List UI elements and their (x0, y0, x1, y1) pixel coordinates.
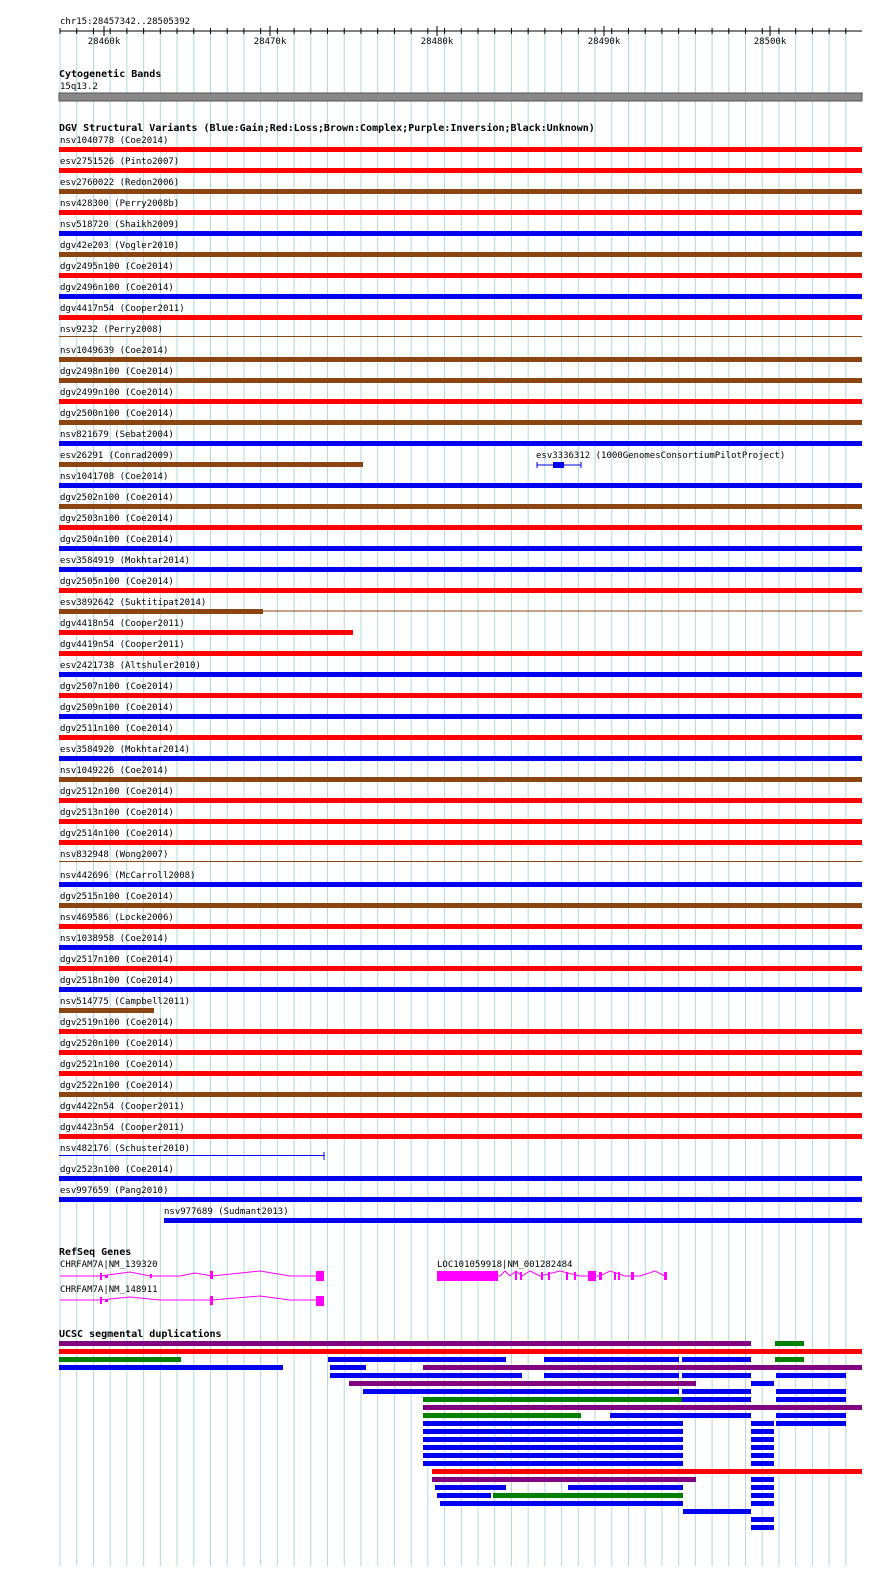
dgv-variant-bar[interactable] (59, 798, 862, 803)
segdup-bar[interactable] (423, 1437, 683, 1442)
dgv-variant-label[interactable]: dgv2519n100 (Coe2014) (60, 1018, 174, 1028)
dgv-variant-label[interactable]: esv26291 (Conrad2009) (60, 451, 174, 461)
dgv-variant-bar[interactable] (59, 525, 862, 530)
dgv-variant-bar[interactable] (59, 609, 263, 614)
dgv-variant-label[interactable]: nsv9232 (Perry2008) (60, 325, 163, 335)
segdup-bar[interactable] (751, 1493, 774, 1498)
segdup-bar[interactable] (751, 1517, 774, 1522)
refseq-exon[interactable] (100, 1273, 102, 1280)
dgv-variant-bar[interactable] (59, 966, 862, 971)
dgv-variant-label[interactable]: nsv1041708 (Coe2014) (60, 472, 169, 482)
segdup-bar[interactable] (423, 1397, 683, 1402)
dgv-variant-label[interactable]: esv2751526 (Pinto2007) (60, 157, 180, 167)
refseq-exon[interactable] (541, 1272, 543, 1280)
dgv-variant-bar[interactable] (59, 819, 862, 824)
segdup-track (59, 1328, 862, 1530)
segdup-bar[interactable] (751, 1485, 774, 1490)
dgv-variant-bar[interactable] (59, 945, 862, 950)
segdup-bar[interactable] (440, 1501, 683, 1506)
refseq-exon[interactable] (100, 1297, 102, 1304)
refseq-exon[interactable] (599, 1272, 602, 1280)
segdup-bar[interactable] (682, 1357, 751, 1362)
dgv-variant-label[interactable]: dgv4419n54 (Cooper2011) (60, 640, 185, 650)
dgv-variant-bar[interactable] (59, 1113, 862, 1118)
dgv-variant-label[interactable]: nsv1038958 (Coe2014) (60, 934, 169, 944)
refseq-gene-label[interactable]: CHRFAM7A|NM_139320 (60, 1260, 158, 1270)
dgv-variant-label[interactable]: esv3584920 (Mokhtar2014) (60, 745, 191, 755)
segdup-bar[interactable] (751, 1461, 774, 1466)
refseq-intron (60, 1296, 322, 1300)
refseq-exon[interactable] (210, 1296, 213, 1305)
dgv-variant-label[interactable]: dgv2514n100 (Coe2014) (60, 829, 174, 839)
segdup-bar[interactable] (682, 1373, 751, 1378)
segdup-bar[interactable] (751, 1501, 774, 1506)
dgv-variant-label[interactable]: dgv2523n100 (Coe2014) (60, 1165, 174, 1175)
dgv-variant-bar[interactable] (59, 189, 862, 194)
dgv-variant-bar[interactable] (59, 546, 862, 551)
dgv-variant-bar[interactable] (59, 210, 862, 215)
segdup-bar[interactable] (544, 1357, 679, 1362)
dgv-variant-bar[interactable] (59, 420, 862, 425)
refseq-exon[interactable] (515, 1272, 517, 1280)
dgv-variant-bar[interactable] (59, 672, 862, 677)
segdup-bar[interactable] (432, 1477, 696, 1482)
dgv-variant-bar[interactable] (59, 987, 862, 992)
dgv-variant-label[interactable]: dgv2521n100 (Coe2014) (60, 1060, 174, 1070)
dgv-variant-label[interactable]: nsv1049226 (Coe2014) (60, 766, 169, 776)
dgv-variant-bar[interactable] (59, 168, 862, 173)
dgv-variant-label[interactable]: dgv2507n100 (Coe2014) (60, 682, 174, 692)
dgv-variant-label[interactable]: dgv2495n100 (Coe2014) (60, 262, 174, 272)
dgv-variant-label[interactable]: dgv4423n54 (Cooper2011) (60, 1123, 185, 1133)
dgv-variant-label[interactable]: dgv2515n100 (Coe2014) (60, 892, 174, 902)
segdup-bar[interactable] (423, 1453, 683, 1458)
dgv-variant-label[interactable]: nsv442696 (McCarroll2008) (60, 871, 196, 881)
segdup-bar[interactable] (682, 1389, 751, 1394)
dgv-variant-bar[interactable] (59, 1071, 862, 1076)
dgv-variant-bar[interactable] (59, 504, 862, 509)
segdup-bar[interactable] (610, 1413, 751, 1418)
dgv-variant-bar[interactable] (59, 252, 862, 257)
ruler-tick-label: 28470k (253, 37, 287, 47)
dgv-variant-bar[interactable] (59, 336, 862, 337)
refseq-exon[interactable] (105, 1275, 108, 1278)
segdup-bar[interactable] (776, 1397, 846, 1402)
segdup-bar[interactable] (59, 1349, 862, 1354)
dgv-variant-label[interactable]: dgv42e203 (Vogler2010) (60, 241, 180, 251)
dgv-variant-bar[interactable] (59, 294, 862, 299)
segdup-bar[interactable] (423, 1405, 862, 1410)
dgv-variant-bar[interactable] (59, 462, 363, 467)
dgv-track-title: DGV Structural Variants (Blue:Gain;Red:Loss;Brown:Complex;Purple:Inversion;Black:Unknown) (59, 123, 595, 134)
dgv-variant-bar[interactable] (164, 1218, 862, 1223)
segdup-bar[interactable] (328, 1357, 506, 1362)
dgv-variant-bar[interactable] (59, 1155, 324, 1156)
dgv-variant-bar[interactable] (59, 651, 862, 656)
dgv-variant-bar[interactable] (59, 1029, 862, 1034)
segdup-bar[interactable] (330, 1365, 366, 1370)
segdup-bar[interactable] (776, 1421, 846, 1426)
dgv-variant-label[interactable]: dgv2500n100 (Coe2014) (60, 409, 174, 419)
refseq-exon[interactable] (316, 1271, 324, 1281)
dgv-variant-label[interactable]: dgv2496n100 (Coe2014) (60, 283, 174, 293)
refseq-exon[interactable] (548, 1272, 550, 1280)
dgv-variant-bar[interactable] (59, 1134, 862, 1139)
dgv-variant-bar[interactable] (59, 273, 862, 278)
dgv-variant-bar[interactable] (59, 903, 862, 908)
refseq-exon[interactable] (631, 1272, 634, 1280)
segdup-bar[interactable] (751, 1429, 774, 1434)
segdup-bar[interactable] (775, 1357, 804, 1362)
dgv-variant-label[interactable]: esv3584919 (Mokhtar2014) (60, 556, 191, 566)
refseq-exon[interactable] (150, 1274, 152, 1278)
refseq-track (59, 1247, 667, 1306)
refseq-exon[interactable] (316, 1296, 324, 1306)
ruler-tick-label: 28500k (753, 37, 787, 47)
dgv-variant-bar[interactable] (59, 630, 353, 635)
dgv-variant-label[interactable]: dgv2517n100 (Coe2014) (60, 955, 174, 965)
dgv-variant-bar[interactable] (59, 1197, 862, 1202)
dgv-variant-label[interactable]: dgv4417n54 (Cooper2011) (60, 304, 185, 314)
dgv-variant-bar[interactable] (59, 399, 862, 404)
dgv-variant-label[interactable]: dgv4418n54 (Cooper2011) (60, 619, 185, 629)
segdup-bar[interactable] (435, 1485, 506, 1490)
segdup-bar[interactable] (751, 1477, 774, 1482)
segdup-bar[interactable] (682, 1397, 751, 1402)
dgv-variant-label[interactable]: nsv469586 (Locke2006) (60, 913, 174, 923)
dgv-variant-bar[interactable] (59, 1176, 862, 1181)
refseq-exon[interactable] (520, 1272, 522, 1280)
dgv-variant-label[interactable]: dgv2513n100 (Coe2014) (60, 808, 174, 818)
dgv-variant-label[interactable]: esv3336312 (1000GenomesConsortiumPilotProject) (536, 451, 786, 461)
ruler-tick-label: 28480k (420, 37, 454, 47)
refseq-exon[interactable] (588, 1271, 596, 1281)
dgv-variant-label[interactable]: dgv2499n100 (Coe2014) (60, 388, 174, 398)
dgv-variant-label[interactable]: esv3892642 (Suktitipat2014) (60, 598, 207, 608)
dgv-variant-bar[interactable] (59, 378, 862, 383)
dgv-variant-label[interactable]: esv997659 (Pang2010) (60, 1186, 169, 1196)
segdup-bar[interactable] (775, 1341, 804, 1346)
dgv-variant-bar[interactable] (59, 231, 862, 236)
dgv-variant-bar[interactable] (59, 1050, 862, 1055)
dgv-variant-bar[interactable] (59, 357, 862, 362)
dgv-variant-label[interactable]: dgv2522n100 (Coe2014) (60, 1081, 174, 1091)
dgv-variant-bar[interactable] (59, 861, 862, 862)
dgv-variant-bar[interactable] (59, 441, 862, 446)
dgv-variant-label[interactable]: dgv2498n100 (Coe2014) (60, 367, 174, 377)
dgv-variant-bar[interactable] (59, 147, 862, 152)
dgv-variant-bar[interactable] (59, 840, 862, 845)
dgv-variant-label[interactable]: nsv1040778 (Coe2014) (60, 136, 169, 146)
refseq-exon[interactable] (566, 1272, 568, 1280)
dgv-variant-label[interactable]: dgv4422n54 (Cooper2011) (60, 1102, 185, 1112)
dgv-variant-label[interactable]: nsv832948 (Wong2007) (60, 850, 169, 860)
segdup-bar[interactable] (751, 1381, 774, 1386)
segdup-bar[interactable] (437, 1493, 491, 1498)
segdup-bar[interactable] (330, 1373, 522, 1378)
segdup-bar[interactable] (59, 1357, 181, 1362)
segdup-bar[interactable] (683, 1509, 751, 1514)
ruler-tick-label: 28490k (587, 37, 621, 47)
refseq-exon[interactable] (210, 1271, 213, 1279)
dgv-variant-label[interactable]: esv2421738 (Altshuler2010) (60, 661, 201, 671)
refseq-exon[interactable] (105, 1299, 108, 1302)
dgv-variant-bar[interactable] (59, 924, 862, 929)
dgv-variant-bar[interactable] (59, 567, 862, 572)
cytoband-bar[interactable] (59, 93, 862, 101)
segdup-bar[interactable] (751, 1525, 774, 1530)
dgv-variant-bar[interactable] (59, 756, 862, 761)
cytoband-label: 15q13.2 (60, 82, 98, 92)
cytoband-track (59, 68, 862, 101)
refseq-exon[interactable] (574, 1272, 576, 1280)
segdup-bar[interactable] (568, 1485, 683, 1490)
segdup-bar[interactable] (423, 1421, 683, 1426)
dgv-variant-label[interactable]: dgv2520n100 (Coe2014) (60, 1039, 174, 1049)
segdup-bar[interactable] (544, 1373, 679, 1378)
dgv-variant-label[interactable]: dgv2505n100 (Coe2014) (60, 577, 174, 587)
dgv-variant-bar[interactable] (59, 1008, 154, 1013)
refseq-exon[interactable] (614, 1272, 616, 1280)
dgv-variant-bar[interactable] (59, 735, 862, 740)
dgv-variant-label[interactable]: dgv2509n100 (Coe2014) (60, 703, 174, 713)
refseq-intron (60, 1271, 322, 1276)
segdup-bar[interactable] (776, 1389, 846, 1394)
dgv-variant-label[interactable]: dgv2503n100 (Coe2014) (60, 514, 174, 524)
segdup-bar[interactable] (751, 1437, 774, 1442)
dgv-variant-label[interactable]: nsv518720 (Shaikh2009) (60, 220, 180, 230)
refseq-exon[interactable] (437, 1271, 498, 1281)
dgv-variant-label[interactable]: nsv514775 (Campbell2011) (60, 997, 191, 1007)
segdup-bar[interactable] (423, 1365, 862, 1370)
refseq-track-title: RefSeq Genes (59, 1247, 132, 1258)
dgv-variant-label[interactable]: dgv2504n100 (Coe2014) (60, 535, 174, 545)
dgv-variant-bar[interactable] (59, 483, 862, 488)
dgv-track (59, 122, 862, 1223)
dgv-variant-label[interactable]: nsv428300 (Perry2008b) (60, 199, 180, 209)
dgv-variant-label[interactable]: nsv482176 (Schuster2010) (60, 1144, 191, 1154)
segdup-bar[interactable] (423, 1445, 683, 1450)
segdup-bar[interactable] (59, 1365, 283, 1370)
dgv-variant-bar[interactable] (59, 777, 862, 782)
dgv-variant-bar[interactable] (59, 588, 862, 593)
refseq-gene-label[interactable]: LOC101059918|NM_001282484 (437, 1260, 573, 1270)
segdup-bar[interactable] (776, 1373, 846, 1378)
cytoband-track-title: Cytogenetic Bands (59, 69, 162, 80)
dgv-variant-label[interactable]: dgv2518n100 (Coe2014) (60, 976, 174, 986)
dgv-variant-label[interactable]: dgv2511n100 (Coe2014) (60, 724, 174, 734)
segdup-bar[interactable] (349, 1381, 696, 1386)
refseq-gene-label[interactable]: CHRFAM7A|NM_148911 (60, 1285, 158, 1295)
segdup-bar[interactable] (59, 1341, 751, 1346)
dgv-variant-label[interactable]: dgv2512n100 (Coe2014) (60, 787, 174, 797)
dgv-variant-label[interactable]: dgv2502n100 (Coe2014) (60, 493, 174, 503)
segdup-bar[interactable] (493, 1493, 683, 1498)
segdup-track-title: UCSC segmental duplications (59, 1329, 222, 1340)
segdup-bar[interactable] (423, 1413, 581, 1418)
dgv-variant-bar[interactable] (59, 1092, 862, 1097)
dgv-variant-bar[interactable] (59, 882, 862, 887)
dgv-variant-label[interactable]: esv2760022 (Redon2006) (60, 178, 180, 188)
segdup-bar[interactable] (751, 1445, 774, 1450)
segdup-bar[interactable] (751, 1453, 774, 1458)
refseq-exon[interactable] (618, 1272, 620, 1280)
dgv-variant-bar[interactable] (59, 315, 862, 320)
dgv-variant-bar[interactable] (59, 693, 862, 698)
segdup-bar[interactable] (423, 1429, 683, 1434)
segdup-bar[interactable] (776, 1413, 846, 1418)
dgv-variant-label[interactable]: nsv821679 (Sebat2004) (60, 430, 174, 440)
dgv-variant-block[interactable] (553, 462, 564, 468)
segdup-bar[interactable] (751, 1421, 774, 1426)
dgv-variant-label[interactable]: nsv977689 (Sudmant2013) (164, 1207, 289, 1217)
refseq-exon[interactable] (664, 1272, 667, 1280)
ruler-tick-label: 28460k (87, 37, 121, 47)
ruler-coordinates: chr15:28457342..28505392 (60, 17, 191, 27)
segdup-bar[interactable] (423, 1461, 683, 1466)
dgv-variant-bar[interactable] (59, 714, 862, 719)
dgv-variant-label[interactable]: nsv1049639 (Coe2014) (60, 346, 169, 356)
segdup-bar[interactable] (363, 1389, 679, 1394)
segdup-bar[interactable] (432, 1469, 862, 1474)
